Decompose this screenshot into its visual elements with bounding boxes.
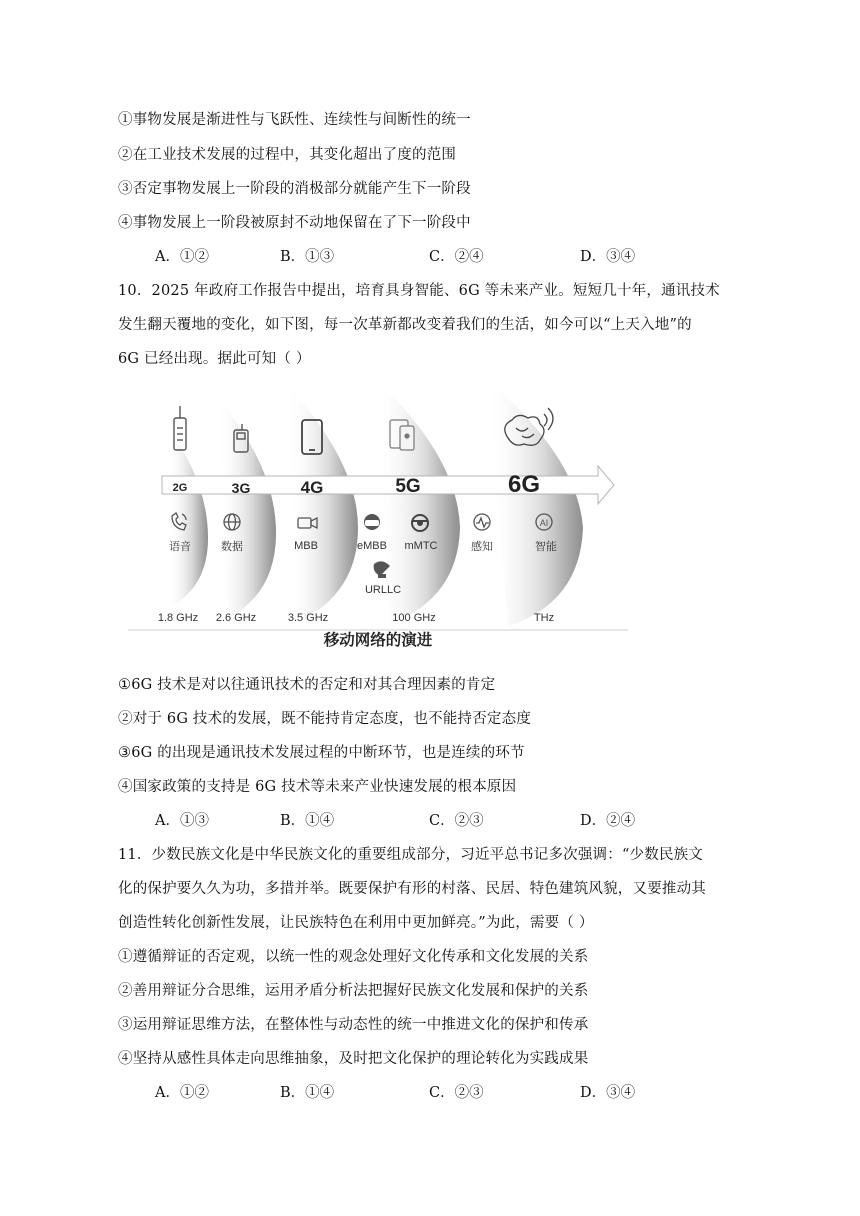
- feature-label-embb: eMBB: [357, 540, 387, 552]
- q10-option-c[interactable]: C．②③: [429, 813, 484, 829]
- wave-arc-2g: [168, 428, 208, 608]
- q9-statement-1: ①事物发展是渐进性与飞跃性、连续性与间断性的统一: [118, 112, 471, 128]
- gen-label-3g: 3G: [231, 480, 251, 496]
- freq-label-3g: 2.6 GHz: [215, 612, 257, 624]
- gen-label-2g: 2G: [172, 482, 188, 494]
- freq-label-5g: 100 GHz: [392, 612, 436, 624]
- q11-statement-4: ④坚持从感性具体走向思维抽象，及时把文化保护的理论转化为实践成果: [118, 1051, 589, 1067]
- feature-label-voice: 语音: [169, 540, 191, 553]
- gen-label-6g: 6G: [507, 471, 541, 498]
- figure-graphic: [128, 378, 632, 654]
- freq-label-2g: 1.8 GHz: [157, 612, 199, 624]
- q9-statement-3: ③否定事物发展上一阶段的消极部分就能产生下一阶段: [118, 181, 471, 197]
- mobile-network-evolution-figure: [128, 378, 632, 654]
- q11-option-d[interactable]: D．③④: [580, 1085, 636, 1101]
- q10-stem-line-2: 发生翻天覆地的变化，如下图，每一次革新都改变着我们的生活，如今可以“上天入地”的: [118, 317, 692, 333]
- feature-label-sensing: 感知: [471, 540, 493, 553]
- q11-option-c[interactable]: C．②③: [429, 1085, 484, 1101]
- feature-label-mbb: MBB: [294, 540, 318, 552]
- q9-option-a[interactable]: A．①②: [155, 249, 209, 265]
- q10-stem-line-3: 6G 已经出现。据此可知（ ）: [118, 351, 311, 367]
- q9-option-d[interactable]: D．③④: [580, 249, 636, 265]
- figure-caption: 移动网络的演进: [323, 631, 433, 649]
- q10-stem-line-1: 10．2025 年政府工作报告中提出，培育具身智能、6G 等未来产业。短短几十年，通讯技术: [118, 283, 720, 299]
- gen-label-4g: 4G: [300, 478, 324, 497]
- q11-statement-2: ②善用辩证分合思维，运用矛盾分析法把握好民族文化发展和保护的关系: [118, 983, 589, 999]
- q11-stem-line-3: 创造性转化创新性发展，让民族特色在利用中更加鲜亮。”为此，需要（ ）: [118, 915, 594, 931]
- q10-option-b[interactable]: B．①④: [280, 813, 335, 829]
- freq-label-6g: THz: [533, 612, 555, 624]
- q11-stem-line-1: 11．少数民族文化是中华民族文化的重要组成部分，习近平总书记多次强调：“少数民族文: [118, 847, 704, 863]
- q9-statement-2: ②在工业技术发展的过程中，其变化超出了度的范围: [118, 147, 457, 163]
- q10-statement-2: ②对于 6G 技术的发展，既不能持肯定态度，也不能持否定态度: [118, 711, 532, 727]
- freq-label-4g: 3.5 GHz: [287, 612, 329, 624]
- q10-statement-4: ④国家政策的支持是 6G 技术等未来产业快速发展的根本原因: [118, 779, 517, 795]
- q9-statement-4: ④事物发展上一阶段被原封不动地保留在了下一阶段中: [118, 215, 471, 231]
- q11-statement-1: ①遵循辩证的否定观，以统一性的观念处理好文化传承和文化发展的关系: [118, 949, 589, 965]
- wave-arc-4g: [288, 386, 358, 622]
- q11-option-b[interactable]: B．①④: [280, 1085, 335, 1101]
- feature-label-intelligence: 智能: [535, 540, 557, 553]
- feature-label-urllc: URLLC: [364, 584, 402, 596]
- q11-stem-line-2: 化的保护要久久为功，多措并举。既要保护有形的村落、民居、特色建筑风貌，又要推动其: [118, 881, 706, 897]
- q11-option-a[interactable]: A．①②: [155, 1085, 209, 1101]
- q9-option-c[interactable]: C．②④: [429, 249, 484, 265]
- svg-text:AI: AI: [539, 518, 549, 528]
- q10-option-d[interactable]: D．②④: [580, 813, 636, 829]
- gen-label-5g: 5G: [395, 476, 421, 497]
- q11-statement-3: ③运用辩证思维方法，在整体性与动态性的统一中推进文化的保护和传承: [118, 1017, 589, 1033]
- q10-statement-1: ①6G 技术是对以往通讯技术的否定和对其合理因素的肯定: [118, 677, 496, 693]
- q10-statement-3: ③6G 的出现是通讯技术发展过程的中断环节，也是连续的环节: [118, 745, 525, 761]
- q9-option-b[interactable]: B．①③: [280, 249, 335, 265]
- vr-headset-icon: [364, 514, 380, 530]
- q10-option-a[interactable]: A．①③: [155, 813, 209, 829]
- feature-label-data: 数据: [221, 540, 243, 553]
- sensing-icon: [474, 514, 490, 530]
- feature-label-mmtc: mMTC: [404, 540, 438, 552]
